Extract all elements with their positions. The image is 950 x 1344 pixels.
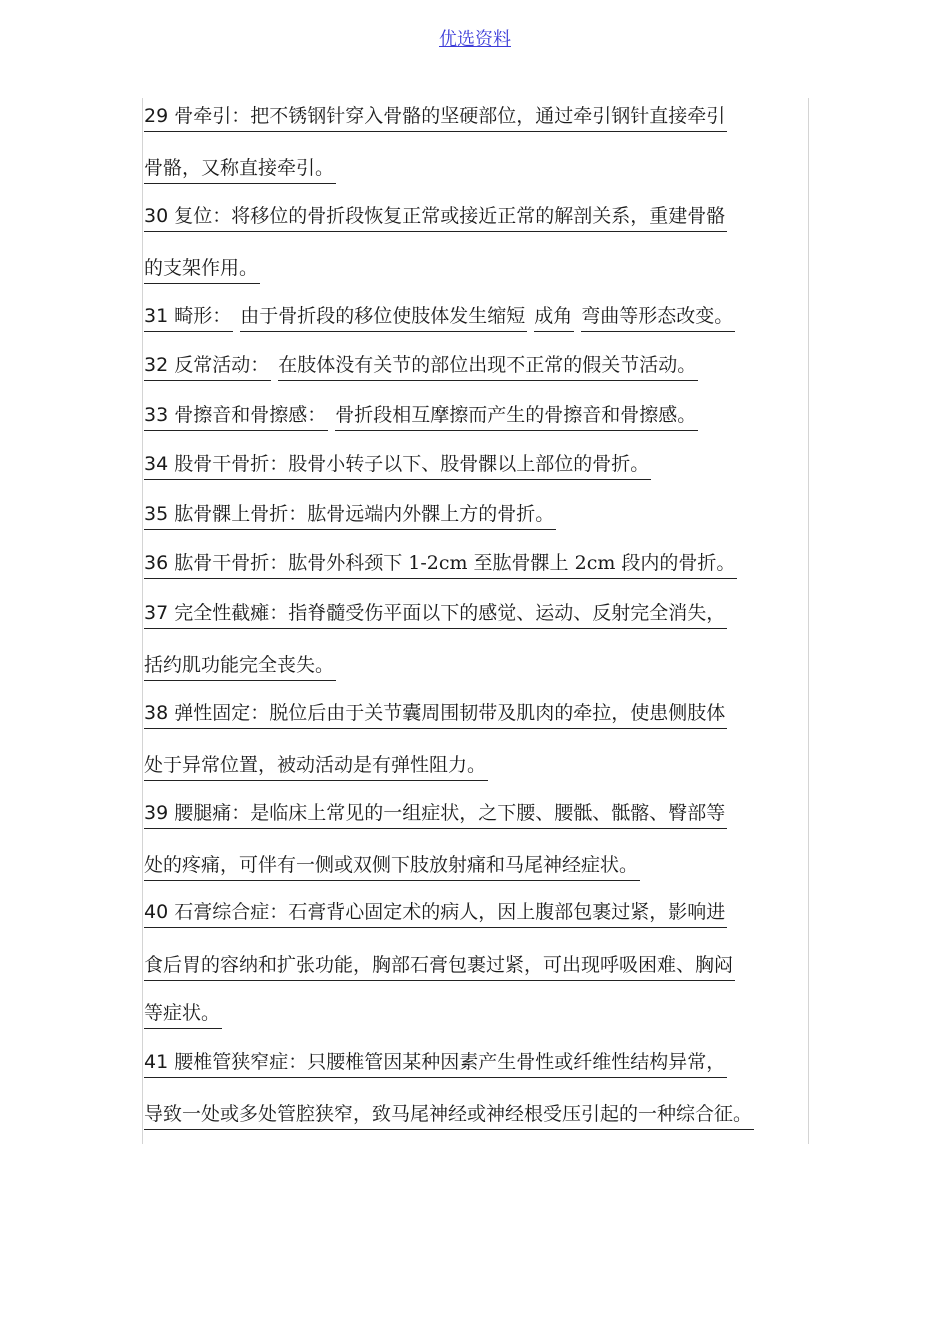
underlined-segment [144, 952, 735, 981]
underlined-segment [278, 352, 698, 381]
underlined-segment [144, 352, 271, 381]
segment-text: 完全性截瘫：指脊髓受伤平面以下的感觉、运动、反射完全消失， [168, 602, 726, 624]
underlined-segment [534, 303, 574, 332]
text-line [144, 203, 727, 232]
item-number: 36 [144, 552, 169, 574]
underlined-segment [144, 1049, 727, 1078]
item-number: 32 [144, 354, 169, 376]
underlined-segment [144, 899, 727, 928]
text-line [144, 700, 727, 729]
segment-text: 弯曲等形态改变。 [581, 305, 734, 327]
segment-text: 腰腿痛：是临床上常见的一组症状，之下腰、腰骶、骶髂、臀部等 [168, 802, 726, 824]
segment-text: 石膏综合症：石膏背心固定术的病人，因上腹部包裹过紧，影响进 [168, 901, 726, 923]
text-line [144, 1101, 754, 1130]
segment-text: 处的疼痛，可伴有一侧或双侧下肢放射痛和马尾神经症状。 [144, 854, 639, 876]
item-number: 30 [144, 205, 169, 227]
segment-text: 股骨干骨折：股骨小转子以下、股骨髁以上部位的骨折。 [168, 453, 650, 475]
underlined-segment [240, 303, 527, 332]
item-number: 39 [144, 802, 169, 824]
text-line [144, 255, 260, 284]
document-body [142, 98, 810, 1144]
segment-text: 成角 [534, 305, 573, 327]
underlined-segment [144, 852, 640, 881]
underlined-segment [144, 1000, 222, 1029]
underlined-segment [335, 402, 698, 431]
underlined-segment [144, 700, 727, 729]
segment-text: 骨骼，又称直接牵引。 [144, 157, 335, 179]
segment-text: 反常活动： [168, 354, 270, 376]
segment-text: 由于骨折段的移位使肢体发生缩短 [240, 305, 526, 327]
underlined-segment [144, 255, 260, 284]
underlined-segment [144, 451, 651, 480]
item-number: 29 [144, 105, 169, 127]
underlined-segment [144, 402, 328, 431]
segment-text: 食后胃的容纳和扩张功能，胸部石膏包裹过紧，可出现呼吸困难、胸闷 [144, 954, 734, 976]
segment-text: 骨擦音和骨擦感： [168, 404, 327, 426]
segment-text: 畸形： [168, 305, 232, 327]
segment-text: 处于异常位置，被动活动是有弹性阻力。 [144, 754, 487, 776]
text-line [144, 652, 336, 681]
segment-text: 肱骨干骨折：肱骨外科颈下 1-2cm 至肱骨髁上 2cm 段内的骨折。 [168, 552, 736, 574]
text-line [144, 550, 737, 579]
left-border-line [142, 98, 143, 1144]
underlined-segment [144, 600, 727, 629]
text-line [144, 952, 735, 981]
segment-text: 复位：将移位的骨折段恢复正常或接近正常的解剖关系，重建骨骼 [168, 205, 726, 227]
header-link[interactable]: 优选资料 [439, 29, 511, 50]
text-line [144, 600, 727, 629]
text-line [144, 1049, 727, 1078]
segment-text: 弹性固定：脱位后由于关节囊周围韧带及肌肉的牵拉，使患侧肢体 [168, 702, 726, 724]
right-border-line [808, 98, 809, 1144]
text-line [144, 103, 727, 132]
underlined-segment [144, 203, 727, 232]
text-line [144, 800, 727, 829]
segment-text: 骨牵引：把不锈钢针穿入骨骼的坚硬部位，通过牵引钢针直接牵引 [168, 105, 726, 127]
text-line [144, 1000, 222, 1029]
text-line [144, 352, 698, 381]
item-number: 35 [144, 503, 169, 525]
text-line [144, 899, 727, 928]
underlined-segment [144, 550, 737, 579]
segment-text: 骨折段相互摩擦而产生的骨擦音和骨擦感。 [335, 404, 697, 426]
segment-text: 肱骨髁上骨折：肱骨远端内外髁上方的骨折。 [168, 503, 555, 525]
segment-text: 括约肌功能完全丧失。 [144, 654, 335, 676]
text-line [144, 303, 735, 332]
text-line [144, 402, 698, 431]
underlined-segment [144, 752, 488, 781]
segment-text: 的支架作用。 [144, 257, 259, 279]
item-number: 41 [144, 1051, 169, 1073]
text-line [144, 752, 488, 781]
underlined-segment [144, 1101, 754, 1130]
item-number: 38 [144, 702, 169, 724]
segment-text: 等症状。 [144, 1002, 221, 1024]
underlined-segment [581, 303, 735, 332]
text-line [144, 501, 556, 530]
underlined-segment [144, 303, 233, 332]
underlined-segment [144, 800, 727, 829]
text-line [144, 852, 640, 881]
item-number: 40 [144, 901, 169, 923]
underlined-segment [144, 501, 556, 530]
segment-text: 腰椎管狭窄症：只腰椎管因某种因素产生骨性或纤维性结构异常， [168, 1051, 726, 1073]
text-line [144, 155, 336, 184]
item-number: 34 [144, 453, 169, 475]
item-number: 33 [144, 404, 169, 426]
text-line [144, 451, 651, 480]
item-number: 31 [144, 305, 169, 327]
underlined-segment [144, 155, 336, 184]
segment-text: 导致一处或多处管腔狭窄，致马尾神经或神经根受压引起的一种综合征。 [144, 1103, 753, 1125]
underlined-segment [144, 652, 336, 681]
segment-text: 在肢体没有关节的部位出现不正常的假关节活动。 [278, 354, 697, 376]
underlined-segment [144, 103, 727, 132]
item-number: 37 [144, 602, 169, 624]
